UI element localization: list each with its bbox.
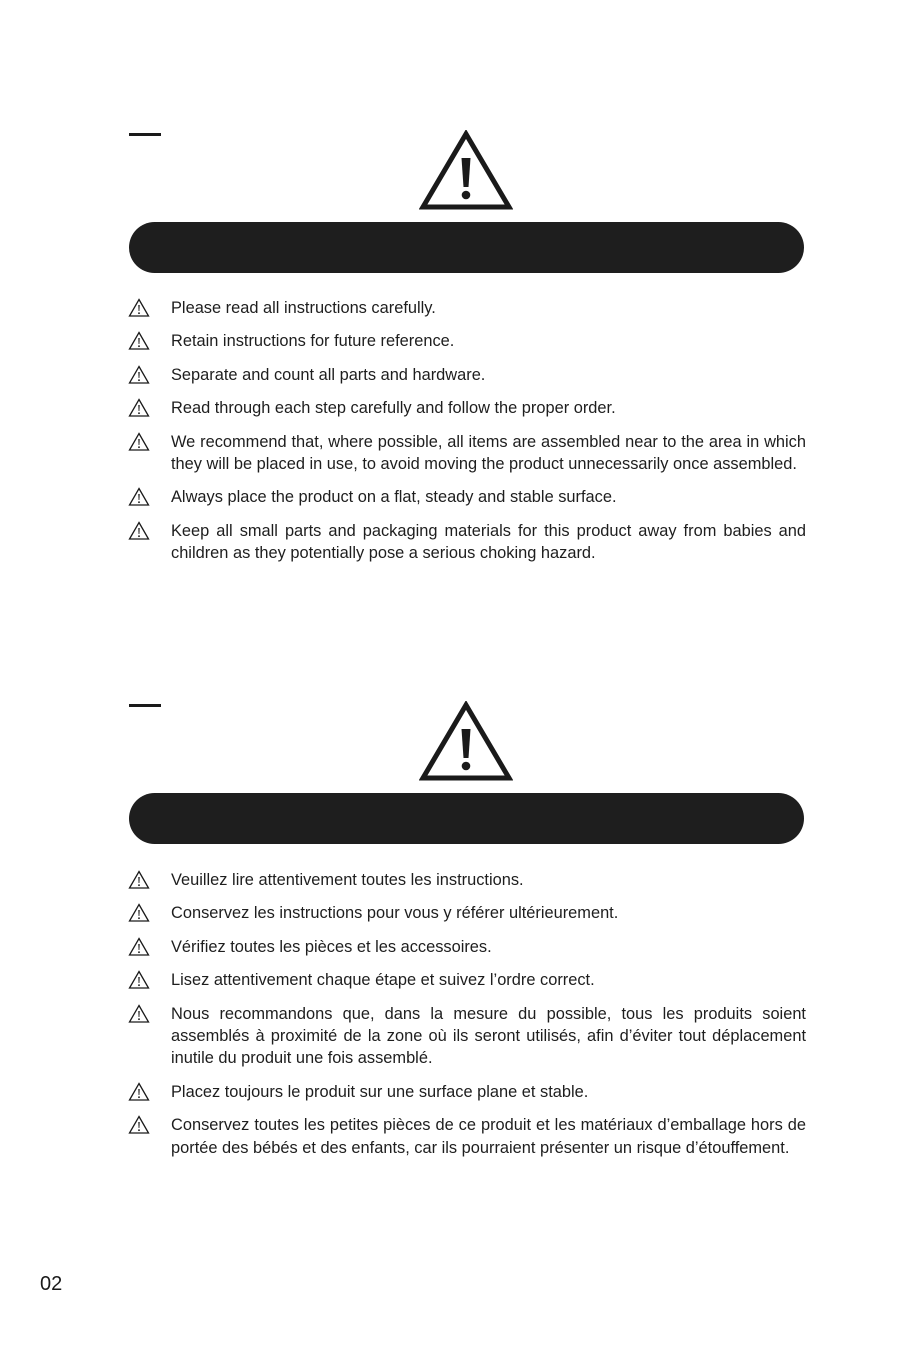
list-item: [0, 431, 806, 476]
list-item: [0, 969, 806, 991]
list-item-text: We recommend that, where possible, all items are assembled near to the area in which they will be placed in use, to avoid moving the product unnecessarily once assembled.: [171, 432, 806, 474]
list-item-text: Read through each step carefully and follow the proper order.: [171, 399, 616, 418]
list-item: [0, 936, 806, 958]
warning-triangle-icon: [128, 331, 150, 350]
warning-triangle-icon: [128, 365, 150, 384]
list-item-text: Vérifiez toutes les pièces et les accessoires.: [171, 937, 492, 956]
list-item: [0, 486, 806, 508]
list-item-text: Separate and count all parts and hardware.: [171, 365, 486, 384]
section-header-bar-english: [129, 222, 804, 273]
list-item: [0, 869, 806, 891]
list-item-text: Please read all instructions carefully.: [171, 299, 436, 317]
section-header-bar-french: [129, 793, 804, 844]
list-item: [0, 297, 806, 319]
list-item-text: Always place the product on a flat, steady and stable surface.: [171, 488, 617, 507]
list-item: [0, 902, 806, 924]
list-item-text: Veuillez lire attentivement toutes les instructions.: [171, 871, 524, 889]
instruction-list-english: [0, 297, 914, 565]
list-item: [0, 520, 806, 565]
warning-triangle-icon: [419, 130, 513, 210]
list-item: [0, 364, 806, 386]
warning-triangle-icon: [128, 487, 150, 506]
warning-triangle-icon: [128, 1004, 150, 1023]
list-item-text: Keep all small parts and packaging materials for this product away from babies and children as they potentially pose a serious choking hazard.: [171, 521, 806, 563]
section-dash-english: [129, 133, 161, 136]
warning-triangle-icon: [128, 903, 150, 922]
list-item-text: Nous recommandons que, dans la mesure du possible, tous les produits soient assemblés à proximité de la zone où ils seront utilisés, afin d’éviter tout déplacement inutile du produit une fois assemblé.: [171, 1004, 806, 1068]
list-item: [0, 330, 806, 352]
page-number: 02: [40, 1273, 63, 1295]
warning-triangle-icon: [128, 1082, 150, 1101]
warning-triangle-icon: [128, 432, 150, 451]
section-dash-french: [129, 704, 161, 707]
warning-triangle-icon: [128, 521, 150, 540]
list-item-text: Retain instructions for future reference.: [171, 332, 455, 351]
list-item: [0, 1114, 806, 1159]
instruction-list-french: [0, 869, 914, 1159]
list-item-text: Conservez les instructions pour vous y référer ultérieurement.: [171, 904, 619, 923]
warning-triangle-icon: [419, 701, 513, 781]
warning-triangle-icon: [128, 1115, 150, 1134]
list-item-text: Lisez attentivement chaque étape et suivez l’ordre correct.: [171, 971, 595, 990]
list-item: [0, 1081, 806, 1103]
list-item: [0, 397, 806, 419]
warning-triangle-icon: [128, 298, 150, 317]
list-item-text: Placez toujours le produit sur une surface plane et stable.: [171, 1082, 589, 1101]
warning-triangle-icon: [128, 937, 150, 956]
warning-triangle-icon: [128, 398, 150, 417]
warning-triangle-icon: [128, 970, 150, 989]
list-item-text: Conservez toutes les petites pièces de ce produit et les matériaux d’emballage hors de portée des bébés et des enfants, car ils pourraient présenter un risque d’étouffement.: [171, 1116, 806, 1157]
list-item: [0, 1003, 806, 1070]
warning-triangle-icon: [128, 870, 150, 889]
